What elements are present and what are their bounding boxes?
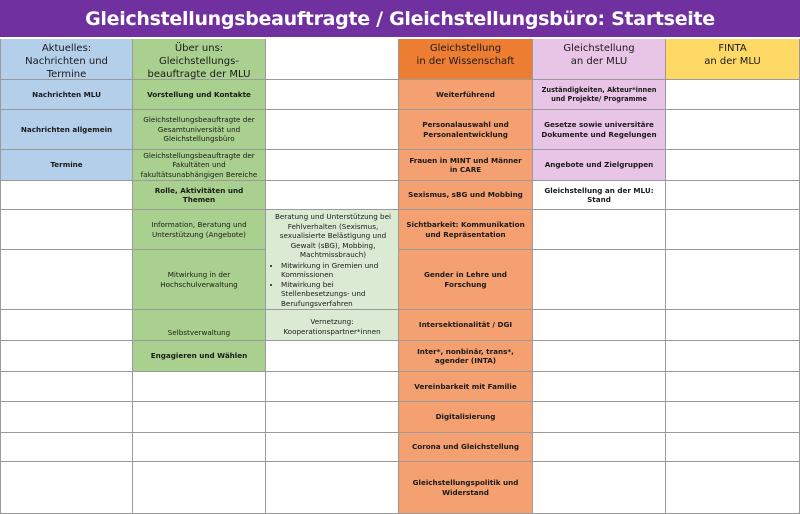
header-mlu-line1: Gleichstellung — [563, 43, 635, 54]
header-aktuelles[interactable] — [0, 39, 133, 80]
header-wissenschaft-line1: Gleichstellung — [429, 43, 502, 54]
link-intersektionalitaet[interactable] — [399, 310, 533, 341]
link-mitwirkung-hochschulverwaltung[interactable] — [133, 250, 266, 310]
empty-cell — [0, 181, 133, 210]
empty-cell — [666, 181, 800, 210]
link-gleichstellungsbeauftragte-fakultaeten[interactable] — [133, 150, 266, 181]
link-stand[interactable] — [533, 181, 666, 210]
link-engagieren-waehlen-label: Engagieren und Wählen — [150, 351, 248, 361]
link-termine-label: Termine — [50, 160, 83, 170]
empty-cell — [0, 250, 133, 310]
empty-cell — [533, 210, 666, 250]
link-gleichstellungspolitik-label: Gleichstellungspolitik und Widerstand — [412, 478, 519, 497]
empty-cell — [666, 250, 800, 310]
link-zustaendigkeiten-label: Zuständigkeiten, Akteur*innen und Projekte/ Programme — [541, 85, 657, 103]
link-gender-lehre[interactable] — [399, 250, 533, 310]
empty-cell — [666, 402, 800, 433]
panel-bullet-stellenbesetzung[interactable]: • Mitwirkung bei Stellenbesetzungs- und Berufungsverfahren — [281, 280, 394, 309]
empty-cell — [266, 110, 399, 150]
link-gleichstellungsbeauftragte-gesamtuni[interactable] — [133, 110, 266, 150]
empty-cell — [666, 110, 800, 150]
header-wissenschaft-line2: in der Wissenschaft — [416, 56, 515, 67]
link-corona[interactable] — [399, 433, 533, 462]
link-corona-label: Corona und Gleichstellung — [411, 442, 520, 452]
empty-cell — [0, 433, 133, 462]
empty-cell — [133, 402, 266, 433]
link-frauen-mint-label: Frauen in MINT und Männer in CARE — [409, 155, 522, 174]
panel-bullet-list — [272, 261, 394, 311]
link-weiterfuehrend-label: Weiterführend — [436, 89, 495, 99]
link-mitwirkung-hochschulverwaltung-label: Mitwirkung in der Hochschulverwaltung — [160, 270, 238, 289]
empty-cell — [666, 372, 800, 402]
link-gesetze[interactable] — [533, 110, 666, 150]
link-zustaendigkeiten[interactable] — [533, 80, 666, 110]
empty-cell — [666, 310, 800, 341]
empty-cell — [533, 433, 666, 462]
link-selbstverwaltung-label: Selbstverwaltung — [167, 327, 231, 337]
link-gender-lehre-label: Gender in Lehre und Forschung — [424, 270, 507, 289]
empty-cell — [266, 402, 399, 433]
empty-cell — [0, 462, 133, 514]
link-sexismus-sbg-label: Sexismus, sBG und Mobbing — [408, 190, 523, 200]
empty-cell — [533, 341, 666, 372]
empty-cell — [0, 372, 133, 402]
empty-cell — [533, 310, 666, 341]
beratung-panel[interactable] — [266, 210, 399, 310]
link-gleichstellungsbeauftragte-gesamtuni-label: Gleichstellungsbeauftragte der Gesamtuniversität und Gleichstellungsbüro — [143, 115, 255, 144]
empty-cell — [266, 341, 399, 372]
empty-cell — [133, 462, 266, 514]
link-stand-label: Gleichstellung an der MLU: Stand — [544, 185, 654, 204]
link-rolle-aktivitaeten-label: Rolle, Aktivitäten und Themen — [154, 185, 244, 204]
empty-cell — [266, 372, 399, 402]
header-finta-line2: an der MLU — [704, 56, 761, 67]
link-digitalisierung-label: Digitalisierung — [435, 412, 496, 422]
empty-cell — [266, 462, 399, 514]
link-sichtbarkeit[interactable] — [399, 210, 533, 250]
link-vernetzung[interactable] — [266, 310, 399, 341]
link-weiterfuehrend[interactable] — [399, 80, 533, 110]
empty-cell — [533, 250, 666, 310]
empty-cell — [533, 372, 666, 402]
link-nachrichten-mlu-label: Nachrichten MLU — [32, 89, 101, 99]
link-vereinbarkeit[interactable] — [399, 372, 533, 402]
empty-cell — [266, 433, 399, 462]
link-gleichstellungspolitik[interactable] — [399, 462, 533, 514]
title-bar — [0, 0, 800, 37]
empty-cell — [266, 150, 399, 181]
empty-cell — [666, 150, 800, 181]
header-mlu-line2: an der MLU — [570, 56, 628, 67]
empty-cell — [666, 462, 800, 514]
link-inta-label: Inter*, nonbinär, trans*, agender (INTA) — [417, 346, 514, 365]
empty-cell — [666, 433, 800, 462]
empty-cell — [666, 210, 800, 250]
link-digitalisierung[interactable] — [399, 402, 533, 433]
header-ueber-uns-line2: beauftragte der MLU — [147, 69, 251, 80]
empty-cell — [0, 310, 133, 341]
link-personalauswahl[interactable] — [399, 110, 533, 150]
link-rolle-aktivitaeten[interactable] — [133, 181, 266, 210]
link-engagieren-waehlen[interactable] — [133, 341, 266, 372]
empty-cell — [0, 210, 133, 250]
link-vorstellung-kontakte[interactable] — [133, 80, 266, 110]
link-information-beratung[interactable] — [133, 210, 266, 250]
empty-cell — [533, 462, 666, 514]
header-mlu[interactable] — [533, 39, 666, 80]
link-frauen-mint[interactable] — [399, 150, 533, 181]
empty-cell — [0, 402, 133, 433]
empty-cell — [666, 341, 800, 372]
link-selbstverwaltung[interactable] — [133, 310, 266, 341]
empty-cell — [533, 402, 666, 433]
link-personalauswahl-label: Personalauswahl und Personalentwicklung — [422, 120, 509, 139]
header-wissenschaft[interactable] — [399, 39, 533, 80]
link-sichtbarkeit-label: Sichtbarkeit: Kommunikation und Repräsentation — [406, 220, 525, 239]
empty-cell — [133, 433, 266, 462]
link-nachrichten-allgemein[interactable] — [0, 110, 133, 150]
link-gleichstellungsbeauftragte-fakultaeten-label: Gleichstellungsbeauftragte der Fakultäten und fakultätsunabhängigen Bereiche — [140, 150, 258, 179]
panel-bullet-gremien[interactable]: • Mitwirkung in Gremien und Kommissionen — [281, 261, 394, 280]
header-aktuelles-line2: Nachrichten und Termine — [25, 56, 108, 80]
panel-intro: Beratung und Unterstützung bei Fehlverhalten (Sexismus, sexualisierte Belästigung und Gewalt (sBG), Mobbing, Machtmissbrauch) — [274, 212, 392, 259]
header-empty — [266, 39, 399, 80]
empty-cell — [266, 80, 399, 110]
link-nachrichten-allgemein-label: Nachrichten allgemein — [20, 124, 113, 134]
header-aktuelles-line1: Aktuelles: — [41, 43, 92, 54]
link-inta[interactable] — [399, 341, 533, 372]
link-sexismus-sbg[interactable] — [399, 181, 533, 210]
header-ueber-uns[interactable] — [133, 39, 266, 80]
empty-cell — [0, 341, 133, 372]
link-termine[interactable] — [0, 150, 133, 181]
header-ueber-uns-line1: Über uns: Gleichstellungs- — [159, 43, 239, 67]
link-vernetzung-label: Vernetzung: Kooperationspartner*innen — [283, 317, 381, 336]
link-angebote-zielgruppen[interactable] — [533, 150, 666, 181]
header-finta[interactable] — [666, 39, 800, 80]
link-nachrichten-mlu[interactable] — [0, 80, 133, 110]
page-title: Gleichstellungsbeauftragte / Gleichstellungsbüro: Startseite — [85, 7, 715, 30]
link-angebote-zielgruppen-label: Angebote und Zielgruppen — [544, 160, 654, 170]
empty-cell — [266, 181, 399, 210]
link-vorstellung-kontakte-label: Vorstellung und Kontakte — [147, 89, 251, 99]
empty-cell — [133, 372, 266, 402]
link-vereinbarkeit-label: Vereinbarkeit mit Familie — [414, 381, 517, 391]
link-gesetze-label: Gesetze sowie universitäre Dokumente und Regelungen — [541, 120, 657, 139]
link-intersektionalitaet-label: Intersektionalität / DGI — [418, 320, 513, 330]
link-information-beratung-label: Information, Beratung und Unterstützung (Angebote) — [151, 220, 247, 239]
empty-cell — [666, 80, 800, 110]
header-finta-line1: FINTA — [718, 43, 747, 54]
